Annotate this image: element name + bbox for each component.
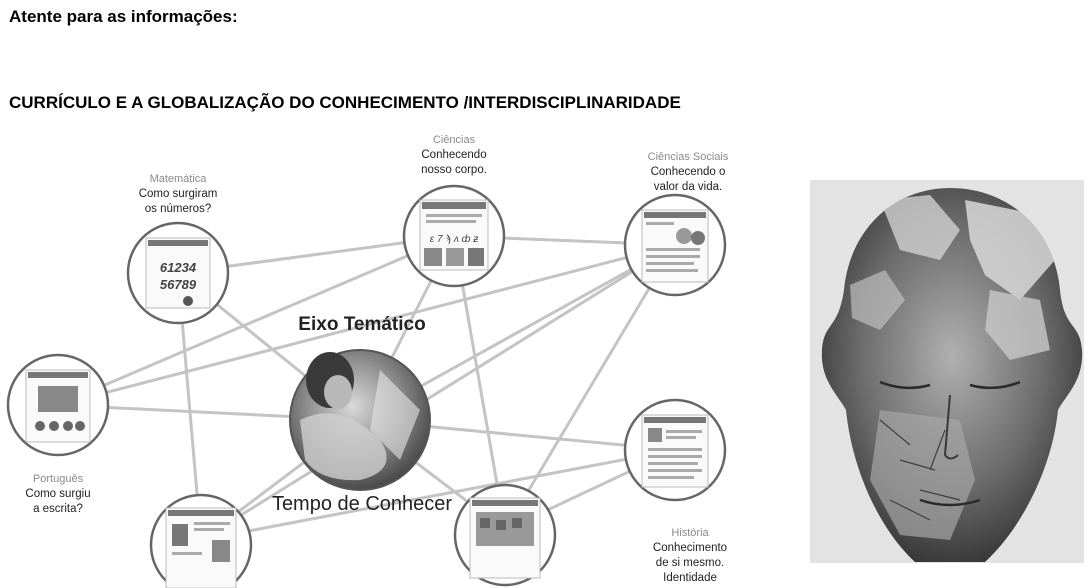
node-ciencias-sociais [625,195,725,295]
math-digits-row1: 61234 [159,260,197,275]
label-matematica-subject: Matemática [149,173,207,185]
label-ciencias-sociais-topic-2: valor da vida. [653,181,723,193]
node-matematica [128,223,228,323]
node-bottom-middle [455,485,555,585]
label-ciencias-sociais-subject: Ciências Sociais [647,151,729,163]
math-digits-row2: 56789 [159,277,197,292]
label-ciencias-sociais-topic-1: Conhecendo o [650,166,726,178]
label-historia-subject: História [671,527,709,539]
label-historia-topic-3: Identidade [663,572,717,584]
world-map-head-image [810,180,1084,563]
center-title: Eixo Temático [298,314,426,335]
node-historia [625,400,725,500]
label-portugues-topic-1: Como surgiu [25,488,91,500]
intro-heading: Atente para as informações: [9,7,238,26]
node-portugues [8,355,108,455]
label-historia-topic-2: de si mesmo. [655,557,725,569]
svg-text:ɛ 7 ϡ ʌ ȸ ƶ: ɛ 7 ϡ ʌ ȸ ƶ [429,234,479,245]
label-matematica-topic-2: os números? [144,203,212,215]
label-historia-topic-1: Conhecimento [652,542,728,554]
center-node [290,350,430,490]
label-ciencias-topic-2: nosso corpo. [421,164,487,176]
node-bottom-left [151,495,251,588]
section-title: CURRÍCULO E A GLOBALIZAÇÃO DO CONHECIMENTO /INTERDISCIPLINARIDADE [9,93,681,112]
center-caption: Tempo de Conhecer [271,493,453,515]
label-portugues-subject: Português [32,473,84,485]
label-portugues-topic-2: a escrita? [33,503,83,515]
label-ciencias-topic-1: Conhecendo [421,149,487,161]
label-matematica-topic-1: Como surgiram [138,188,218,200]
label-ciencias-subject: Ciências [432,134,476,146]
node-ciencias [404,186,504,286]
